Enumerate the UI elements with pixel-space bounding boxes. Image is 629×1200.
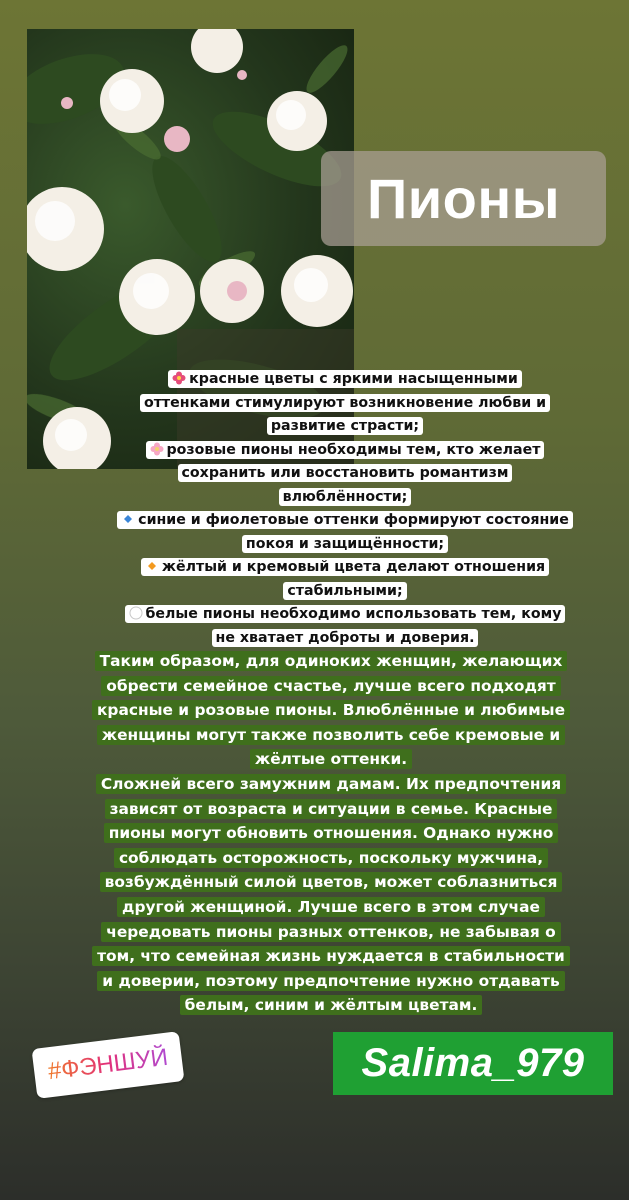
list-item-text: оттенками стимулируют возникновение любви и	[143, 394, 547, 411]
list-item-text: синие и фиолетовые оттенки формируют состояние	[138, 512, 569, 528]
list-item-text: сохранить или восстановить романтизм	[181, 465, 509, 481]
white-circle-icon	[129, 606, 143, 620]
list-item	[117, 370, 573, 647]
paragraph-line: Сложней всего замужним дамам. Их предпочтения	[100, 774, 562, 793]
paragraph-line: зависят от возраста и ситуации в семье. Красные	[109, 799, 553, 818]
paragraph-line: обрести семейное счастье, лучше всего подходят	[106, 676, 556, 695]
list-item-text: влюблённости;	[282, 488, 408, 505]
list-item-text: развитие страсти;	[270, 418, 420, 434]
author-badge	[333, 1032, 613, 1095]
color-meanings-list	[84, 367, 606, 649]
hashtag-sticker[interactable]	[32, 1031, 185, 1099]
list-item-text: белые пионы необходимо использовать тем, кому	[145, 606, 562, 622]
list-item-text: красные цветы с яркими насыщенными	[189, 371, 518, 387]
paragraph-line: соблюдать осторожность, поскольку мужчина,	[118, 848, 544, 867]
orange-diamond-icon	[145, 559, 159, 573]
hashtag-text: #ФЭНШУЙ	[46, 1043, 170, 1086]
blue-diamond-icon	[121, 512, 135, 526]
paragraph-line: другой женщиной. Лучше всего в этом случае	[122, 897, 540, 916]
paragraph-line: том, что семейная жизнь нуждается в стабильности	[97, 947, 565, 966]
paragraph-line: чередовать пионы разных оттенков, не забывая о	[106, 922, 556, 941]
pink-blossom-icon	[150, 442, 164, 456]
paragraph-line: возбуждённый силой цветов, может соблазниться	[104, 873, 558, 892]
page-title: Пионы	[366, 167, 561, 230]
paragraph-line: красные и розовые пионы. Влюблённые и любимые	[96, 701, 566, 720]
paragraph-text	[92, 651, 570, 1015]
list-item-text: жёлтый и кремовый цвета делают отношения	[161, 559, 546, 575]
list-item-text: розовые пионы необходимы тем, кто желает	[166, 441, 541, 458]
list-item-text: стабильными;	[287, 582, 403, 599]
list-item-text: покоя и защищённости;	[245, 535, 445, 552]
paragraph-line: пионы могут обновить отношения. Однако нужно	[108, 824, 554, 843]
paragraph-line: Таким образом, для одиноких женщин, желающих	[99, 652, 563, 670]
paragraph-line: жёлтые оттенки.	[254, 750, 408, 769]
pink-flower-icon	[172, 371, 186, 385]
paragraph-line: женщины могут также позволить себе кремовые и	[101, 725, 561, 744]
author-name: Salima_979	[361, 1041, 585, 1085]
conclusion-paragraph	[56, 649, 606, 1018]
list-item-text: не хватает доброты и доверия.	[215, 629, 475, 646]
paragraph-line: и доверии, поэтому предпочтение нужно отдавать	[102, 971, 560, 990]
title-box	[321, 151, 606, 246]
paragraph-line: белым, синим и жёлтым цветам.	[184, 996, 478, 1015]
